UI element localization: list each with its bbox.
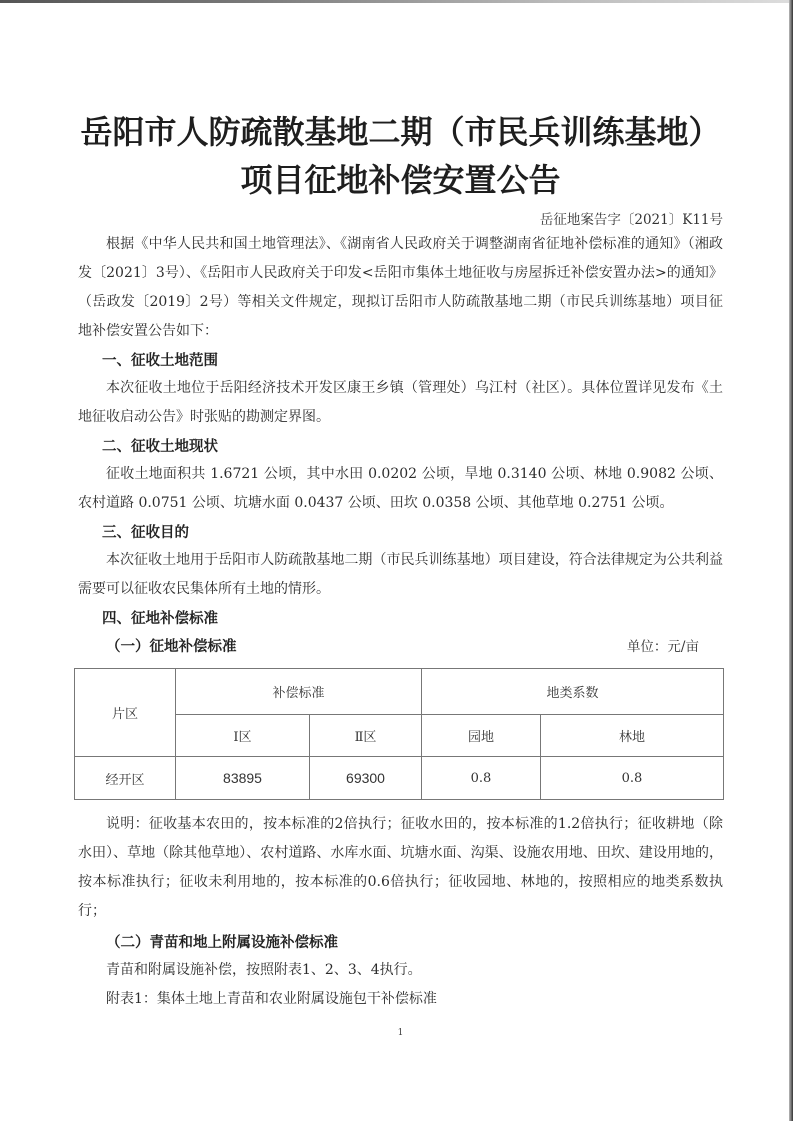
header-zone-1: Ⅰ区 bbox=[176, 715, 310, 757]
header-coefficient-group: 地类系数 bbox=[422, 669, 724, 715]
section-body-2: 征收土地面积共 1.6721 公顷，其中水田 0.0202 公顷，旱地 0.3140 公顷、林地 0.9082 公顷、农村道路 0.0751 公顷、坑塘水面 0.0437 公顷、田坎 0.0358 公顷、其他草地 0.2751 公顷。 bbox=[78, 466, 723, 511]
header-zone: 片区 bbox=[75, 669, 176, 757]
compensation-table bbox=[74, 668, 724, 800]
document-number: 岳征地案告字〔2021〕K11号 bbox=[539, 212, 723, 228]
section-body-3: 本次征收土地用于岳阳市人防疏散基地二期（市民兵训练基地）项目建设，符合法律规定为公共利益需要可以征收农民集体所有土地的情形。 bbox=[78, 552, 723, 597]
document-title: 岳阳市人防疏散基地二期（市民兵训练基地）项目征地补偿安置公告 bbox=[80, 113, 721, 199]
cell-forest-coef: 0.8 bbox=[541, 757, 724, 800]
appendix-title: 附表1：集体土地上青苗和农业附属设施包干补偿标准 bbox=[106, 991, 437, 1007]
document-page bbox=[78, 0, 723, 1058]
subsection-heading-1: （一）征地补偿标准 bbox=[106, 638, 237, 655]
section-body-1: 本次征收土地位于岳阳经济技术开发区康王乡镇（管理处）乌江村（社区）。具体位置详见发布《土地征收启动公告》时张贴的勘测定界图。 bbox=[78, 380, 723, 425]
table-row bbox=[75, 757, 724, 800]
header-forest: 林地 bbox=[541, 715, 724, 757]
intro-paragraph: 根据《中华人民共和国土地管理法》、《湖南省人民政府关于调整湖南省征地补偿标准的通知》（湘政发〔2021〕3号）、《岳阳市人民政府关于印发<岳阳市集体土地征收与房屋拆迁补偿安置办法>的通知》（岳政发〔2019〕2号）等相关文件规定，现拟订岳阳市人防疏散基地二期（市民兵训练基地）项目征地补偿安置公告如下： bbox=[78, 236, 723, 339]
header-standard-group: 补偿标准 bbox=[176, 669, 422, 715]
page-number: 1 bbox=[397, 1028, 404, 1038]
subsection-header-row bbox=[78, 634, 723, 660]
section-heading-1: 一、征收土地范围 bbox=[102, 353, 218, 369]
subsection-heading-2: （二）青苗和地上附属设施补偿标准 bbox=[106, 934, 338, 951]
section-heading-2: 二、征收土地现状 bbox=[102, 439, 218, 455]
cell-garden-coef: 0.8 bbox=[422, 757, 541, 800]
cell-zone: 经开区 bbox=[75, 757, 176, 800]
cell-zone2-value: 69300 bbox=[310, 757, 422, 800]
section-heading-3: 三、征收目的 bbox=[102, 525, 189, 541]
cell-zone1-value: 83895 bbox=[176, 757, 310, 800]
scan-right-edge bbox=[789, 0, 793, 1121]
section-heading-4: 四、征地补偿标准 bbox=[102, 611, 218, 627]
unit-label: 单位：元/亩 bbox=[626, 639, 699, 655]
subsection-body-2: 青苗和附属设施补偿，按照附表1、2、3、4执行。 bbox=[106, 962, 422, 978]
header-zone-2: Ⅱ区 bbox=[310, 715, 422, 757]
table-note: 说明：征收基本农田的，按本标准的2倍执行；征收水田的，按本标准的1.2倍执行；征收耕地（除水田）、草地（除其他草地）、农村道路、水库水面、坑塘水面、沟渠、设施农用地、田坎、建设用地的，按本标准执行；征收未利用地的，按本标准的0.6倍执行；征收园地、林地的，按照相应的地类系数执行； bbox=[78, 816, 723, 919]
header-garden: 园地 bbox=[422, 715, 541, 757]
